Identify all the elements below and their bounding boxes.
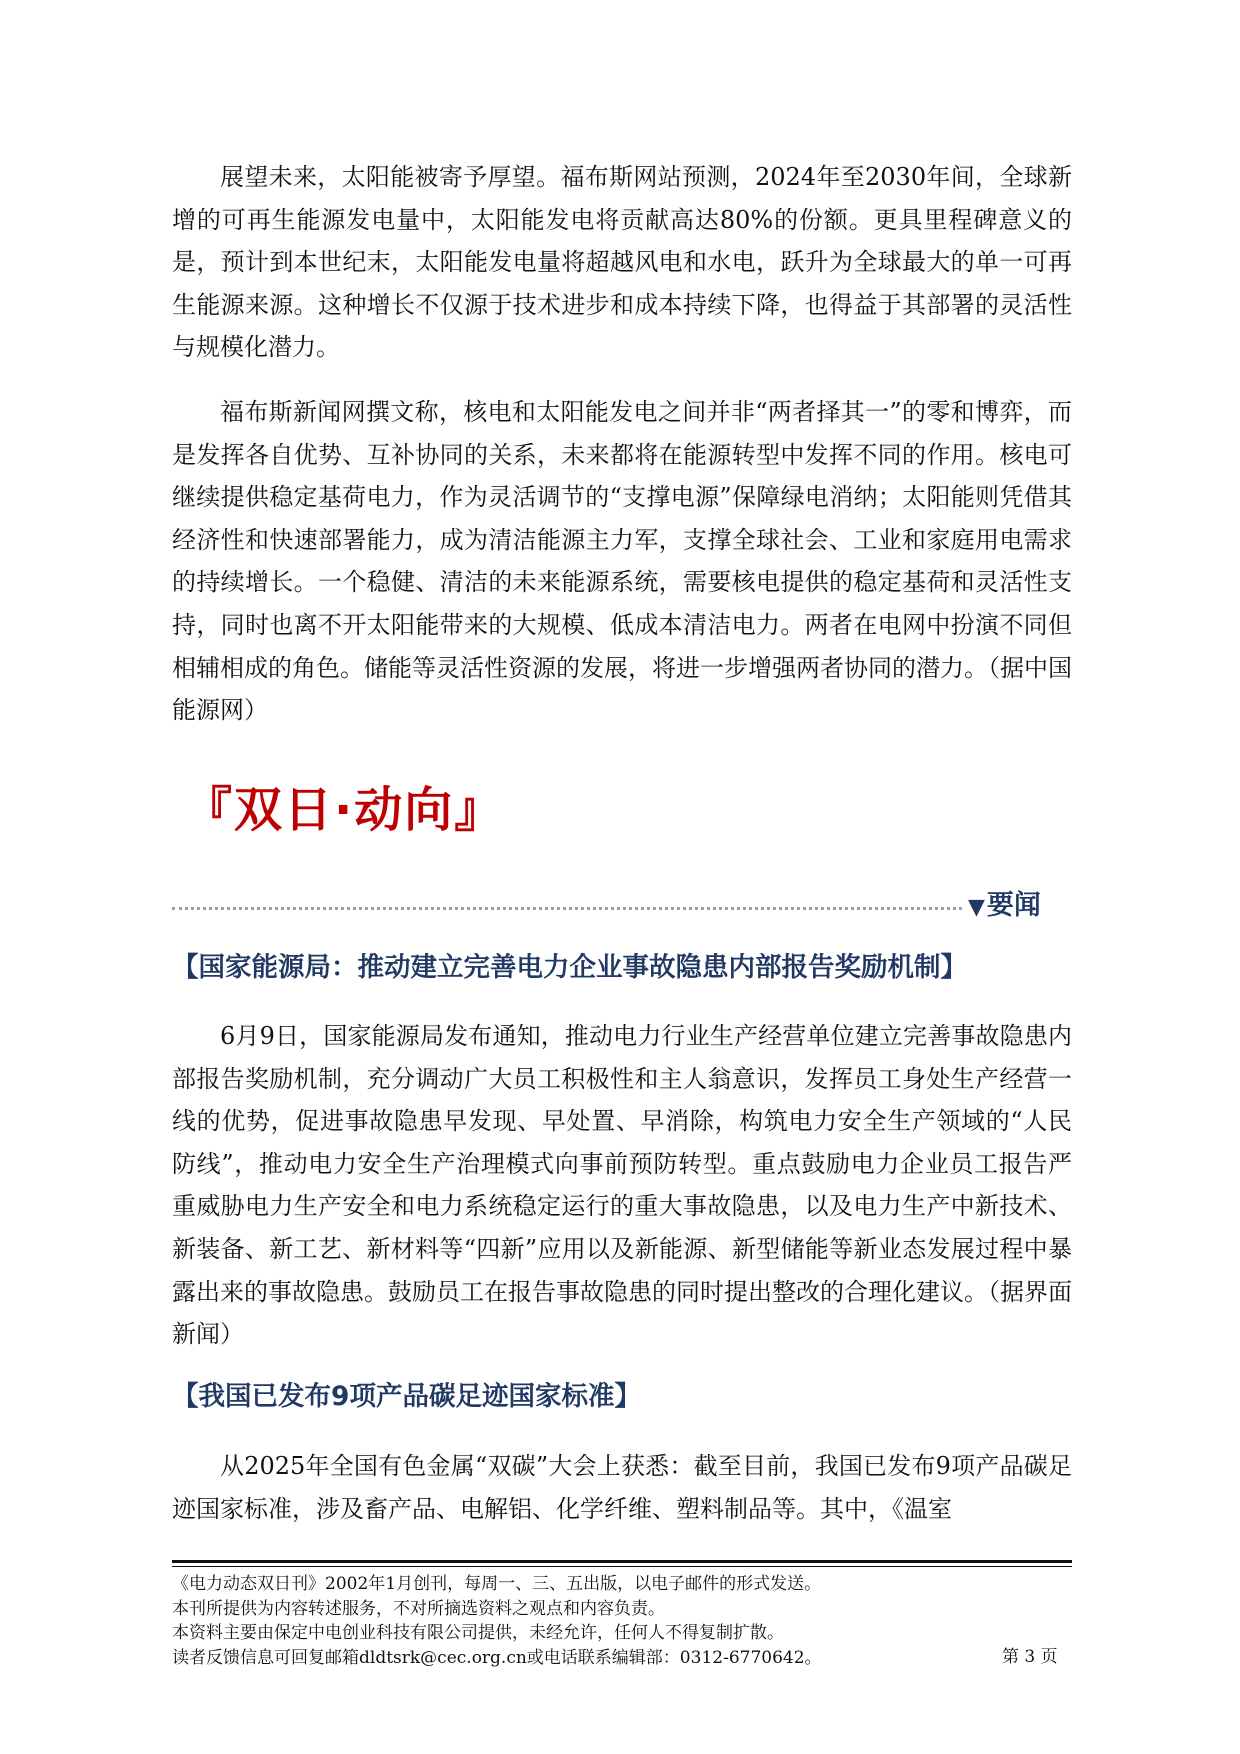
footer-line: 《电力动态双日刊》2002年1月创刊，每周一、三、五出版，以电子邮件的形式发送。 <box>172 1574 822 1594</box>
article-headline: 【我国已发布9项产品碳足迹国家标准】 <box>172 1381 641 1412</box>
footer-rule <box>172 1560 1072 1563</box>
footer-line: 本资料主要由保定中电创业科技有限公司提供，未经允许，任何人不得复制扩散。 <box>172 1623 784 1643</box>
page-number: 第 3 页 <box>1002 1647 1058 1667</box>
footer-line: 本刊所提供为内容转述服务，不对所摘选资料之观点和内容负责。 <box>172 1598 665 1619</box>
article-body: 从2025年全国有色金属“双碳”大会上获悉：截至目前，我国已发布9项产品碳足迹国家标准，涉及畜产品、电解铝、化学纤维、塑料制品等。其中，《温室 <box>172 1452 1072 1523</box>
article-body: 6月9日，国家能源局发布通知，推动电力行业生产经营单位建立完善事故隐患内部报告奖励机制，充分调动广大员工积极性和主人翁意识，发挥员工身处生产经营一线的优势，促进事故隐患早发现、早处置、早消除，构筑电力安全生产领域的“人民防线”，推动电力安全生产治理模式向事前预防转型。重点鼓励电力企业员工报告严重威胁电力生产安全和电力系统稳定运行的重大事故隐患，以及电力生产中新技术、新装备、新工艺、新材料等“四新”应用以及新能源、新型储能等新业态发展过程中暴露出来的事故隐患。鼓励员工在报告事故隐患的同时提出整改的合理化建议。（据界面新闻） <box>172 1022 1072 1349</box>
body-paragraph-nuclear-solar: 福布斯新闻网撰文称，核电和太阳能发电之间并非“两者择其一”的零和博弈，而是发挥各自优势、互补协同的关系，未来都将在能源转型中发挥不同的作用。核电可继续提供稳定基荷电力，作为灵活调节的“支撑电源”保障绿电消纳；太阳能则凭借其经济性和快速部署能力，成为清洁能源主力军，支撑全球社会、工业和家庭用电需求的持续增长。一个稳健、清洁的未来能源系统，需要核电提供的稳定基荷和灵活性支持，同时也离不开太阳能带来的大规模、低成本清洁电力。两者在电网中扮演不同但相辅相成的角色。储能等灵活性资源的发展，将进一步增强两者协同的潜力。（据中国能源网） <box>172 398 1072 725</box>
news-category-label <box>968 888 1041 926</box>
footer-notes <box>172 1572 1072 1670</box>
news-category-text: 要闻 <box>986 890 1041 921</box>
article-headline: 【国家能源局：推动建立完善电力企业事故隐患内部报告奖励机制】 <box>172 952 967 983</box>
footer-rule-thin <box>172 1566 1072 1567</box>
body-paragraph-solar-outlook: 展望未来，太阳能被寄予厚望。福布斯网站预测，2024年至2030年间，全球新增的可再生能源发电量中，太阳能发电将贡献高达80%的份额。更具里程碑意义的是，预计到本世纪末，太阳能发电量将超越风电和水电，跃升为全球最大的单一可再生能源来源。这种增长不仅源于技术进步和成本持续下降，也得益于其部署的灵活性与规模化潜力。 <box>172 163 1072 362</box>
section-title: 『双日·动向』 <box>184 782 505 838</box>
dotted-divider <box>172 907 962 910</box>
footer-line: 读者反馈信息可回复邮箱dldtsrk@cec.org.cn或电话联系编辑部：0312-6770642。 <box>172 1647 822 1668</box>
triangle-down-icon: ▼ <box>968 895 985 920</box>
